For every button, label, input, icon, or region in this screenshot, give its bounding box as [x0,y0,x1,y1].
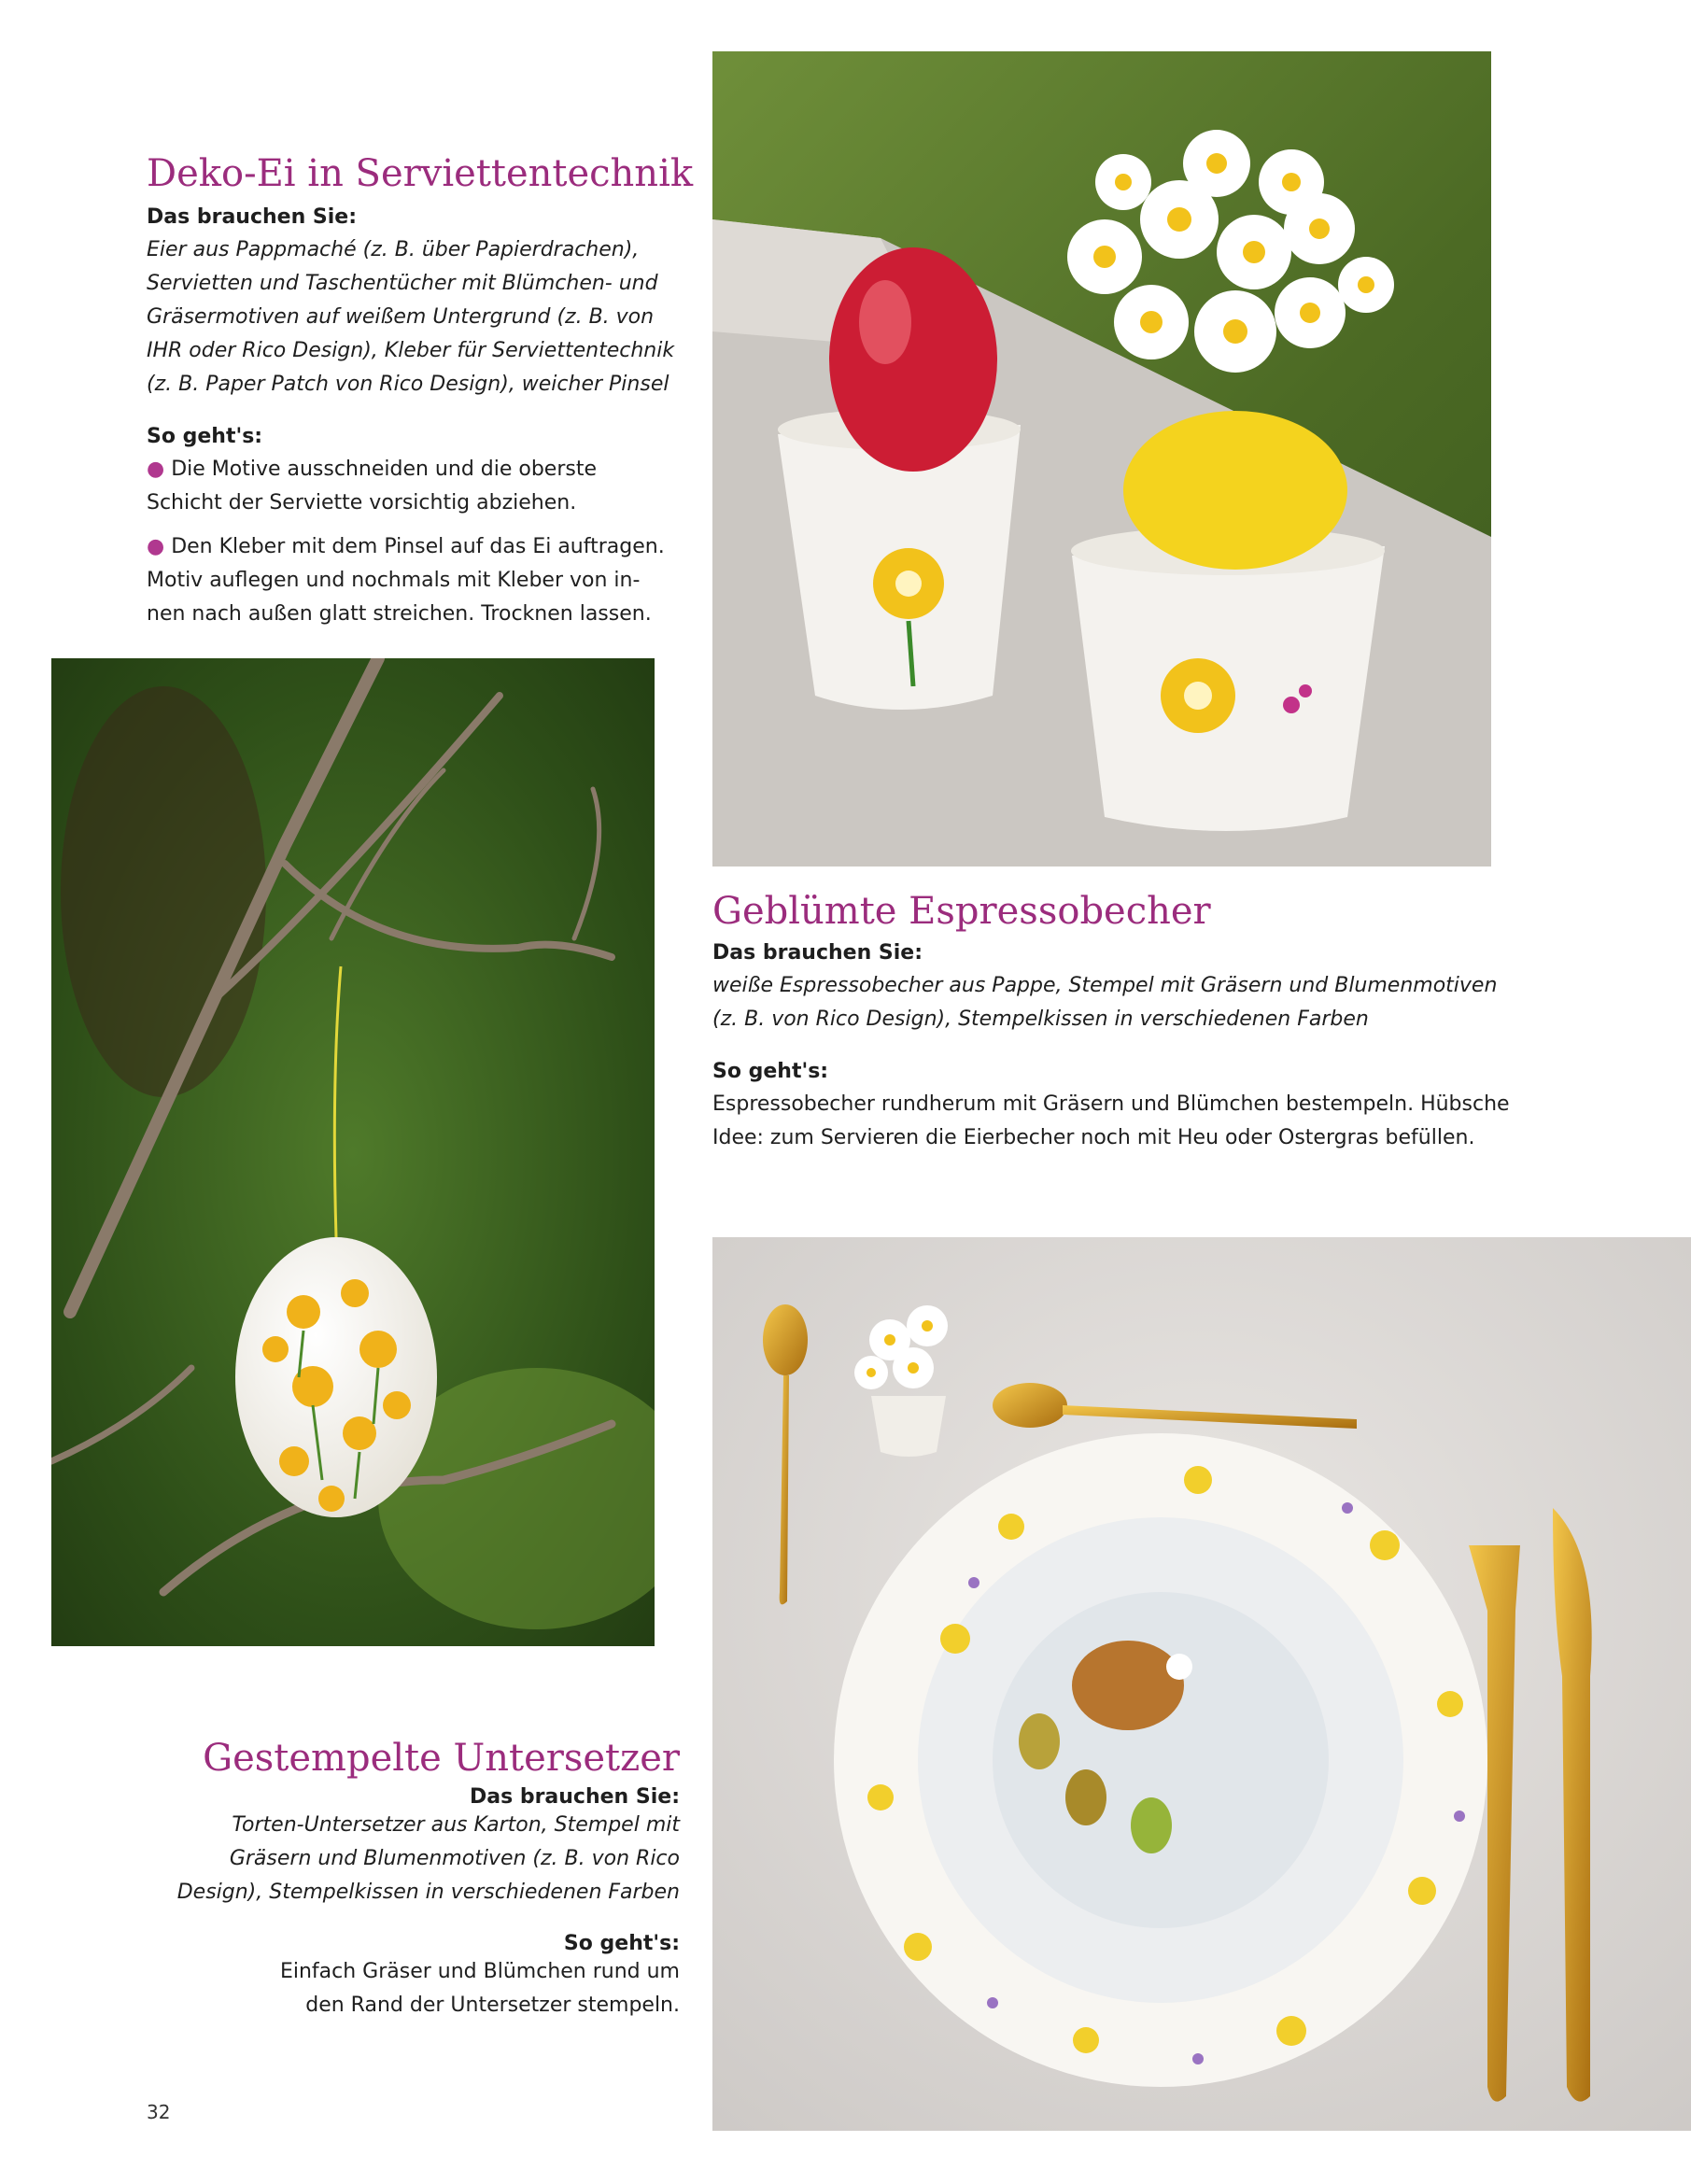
title-espressobecher: Geblümte Espressobecher [712,890,1211,933]
steps-line: den Rand der Untersetzer stempeln. [305,1994,680,2017]
materials-line: Gräsermotiven auf weißem Untergrund (z. B. von [147,305,655,329]
step-2-deko-ei [147,530,665,631]
step-1-line: Schicht der Serviette vorsichtig abziehen. [147,491,577,514]
step-1-line: Die Motive ausschneiden und die oberste [171,458,598,481]
materials-line: Gräsern und Blumenmotiven (z. B. von Rico [229,1847,680,1870]
step-2-line: Den Kleber mit dem Pinsel auf das Ei auftragen. [171,535,665,558]
materials-line: Torten-Untersetzer aus Karton, Stempel mit [232,1813,680,1837]
page-number: 32 [147,2101,171,2123]
materials-line: (z. B. Paper Patch von Rico Design), weicher Pinsel [147,373,669,396]
materials-line: Design), Stempelkissen in verschiedenen Farben [176,1881,680,1904]
materials-heading-espressobecher: Das brauchen Sie: [712,941,923,965]
materials-line: weiße Espressobecher aus Pappe, Stempel mit Gräsern und Blumenmotiven [712,974,1498,997]
bullet-icon: ● [147,535,165,558]
materials-heading-untersetzer: Das brauchen Sie: [469,1785,680,1809]
steps-heading-untersetzer: So geht's: [563,1932,680,1955]
materials-line: Servietten und Taschentücher mit Blümchen- und [147,272,658,295]
materials-text-deko-ei [147,233,674,402]
steps-line: Idee: zum Servieren die Eierbecher noch mit Heu oder Ostergras befüllen. [712,1126,1475,1149]
materials-line: (z. B. von Rico Design), Stempelkissen in verschiedenen Farben [712,1007,1369,1031]
step-2-line: nen nach außen glatt streichen. Trocknen lassen. [147,602,652,626]
steps-text-untersetzer [82,1955,680,2022]
step-2-line: Motiv auflegen und nochmals mit Kleber von in- [147,569,641,592]
bullet-icon: ● [147,458,165,481]
photo-table-setting [712,1237,1691,2131]
step-1-deko-ei [147,453,597,520]
steps-line: Einfach Gräser und Blümchen rund um [279,1960,680,1983]
photo-deko-egg [51,658,655,1646]
materials-text-untersetzer [82,1809,680,1909]
materials-line: Eier aus Pappmaché (z. B. über Papierdrachen), [147,238,640,261]
photo-espresso-cups [712,51,1491,867]
steps-text-espressobecher [712,1088,1510,1155]
steps-heading-espressobecher: So geht's: [712,1060,829,1083]
title-untersetzer: Gestempelte Untersetzer [203,1737,680,1780]
steps-line: Espressobecher rundherum mit Gräsern und Blümchen bestempeln. Hübsche [712,1092,1510,1116]
materials-text-espressobecher [712,969,1497,1036]
materials-heading-deko-ei: Das brauchen Sie: [147,205,358,229]
steps-heading-deko-ei: So geht's: [147,425,263,448]
section-untersetzer [82,1737,680,2022]
materials-line: IHR oder Rico Design), Kleber für Serviettentechnik [147,339,675,362]
title-deko-ei: Deko-Ei in Serviettentechnik [147,152,694,195]
